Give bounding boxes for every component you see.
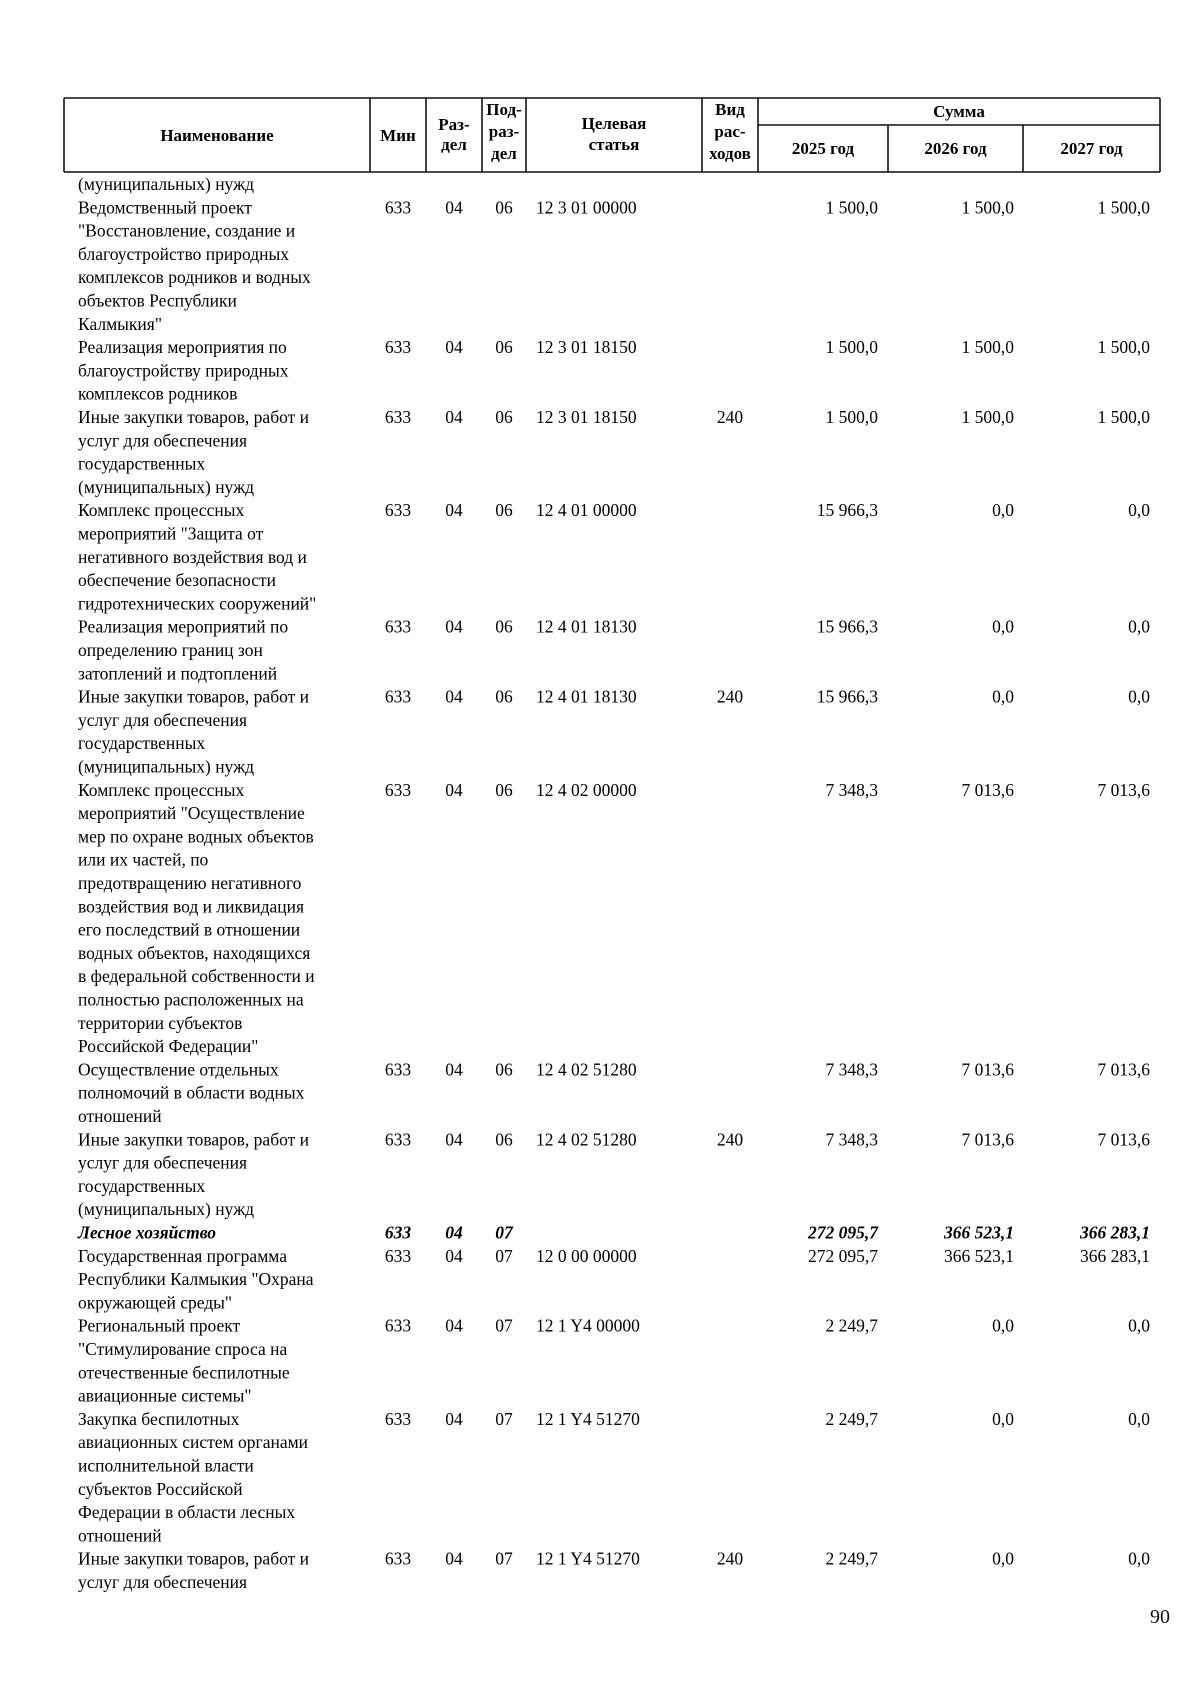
row-min: 633 [384,616,412,637]
row-name: Закупка беспилотных [78,1408,240,1429]
row-razdel: 04 [445,686,463,707]
row-podrazdel: 06 [495,197,513,218]
row-name: полностью расположенных на [78,989,304,1010]
row-name: услуг для обеспечения [78,430,248,451]
row-razdel: 04 [445,1408,463,1429]
row-sum-2027: 0,0 [1128,1548,1150,1569]
header-year: 2025 год [791,139,855,158]
row-name: негативного воздействия вод и [78,546,307,567]
row-name: отношений [78,1106,162,1126]
row-min: 633 [384,686,412,707]
row-sum-2026: 1 500,0 [961,197,1014,218]
row-razdel: 04 [445,1222,463,1243]
row-sum-2026: 7 013,6 [961,1129,1014,1150]
row-name: (муниципальных) нужд [78,174,255,194]
row-name: исполнительной власти [78,1455,254,1476]
header-podrazdel: дел [491,144,517,163]
table-row [78,1409,1150,1546]
row-podrazdel: 07 [495,1315,513,1336]
row-podrazdel: 06 [495,616,513,637]
row-name: авиационные системы" [78,1385,252,1406]
page-number: 90 [1150,1606,1170,1628]
row-name: или их частей, по [78,849,209,870]
row-sum-2026: 7 013,6 [961,779,1014,800]
row-min: 633 [384,1548,412,1569]
row-tselevaya: 12 4 01 18130 [536,686,637,707]
header-year: 2027 год [1060,139,1123,158]
row-name: Реализация мероприятий по [78,616,289,637]
table-row [78,337,1150,404]
header-vid: рас- [714,122,746,141]
table-row [78,174,254,194]
row-name: Комплекс процессных [78,779,245,800]
table-row [78,197,1150,333]
row-tselevaya: 12 3 01 18150 [536,407,637,427]
row-tselevaya: 12 3 01 18150 [536,337,637,358]
row-sum-2026: 0,0 [992,1315,1014,1336]
row-sum-2025: 15 966,3 [816,686,878,707]
row-sum-2027: 366 283,1 [1080,1222,1150,1243]
row-tselevaya: 12 4 02 51280 [536,1129,637,1150]
row-name: Иные закупки товаров, работ и [78,1129,310,1150]
table-row [77,1223,1150,1243]
row-sum-2026: 1 500,0 [961,337,1014,358]
header-name: Наименование [160,126,274,145]
row-name: (муниципальных) нужд [78,1199,255,1220]
row-name: Республики Калмыкия "Охрана [78,1269,314,1290]
row-min: 633 [384,1129,412,1150]
row-podrazdel: 06 [495,500,513,521]
row-sum-2026: 366 523,1 [944,1222,1014,1243]
row-sum-2027: 7 013,6 [1097,779,1150,800]
row-podrazdel: 06 [495,1059,513,1080]
table-header [160,100,1123,163]
row-name: Ведомственный проект [78,197,252,218]
row-razdel: 04 [445,500,463,521]
row-razdel: 04 [445,1245,463,1266]
row-name: Государственная программа [78,1245,287,1266]
row-name: водных объектов, находящихся [78,942,311,963]
table-row [78,1316,1150,1406]
row-name: государственных [78,453,206,474]
row-sum-2027: 0,0 [1128,1408,1150,1429]
header-summa: Сумма [933,102,985,121]
row-name: услуг для обеспечения [78,1572,248,1592]
row-name: услуг для обеспечения [78,709,248,730]
row-sum-2025: 7 348,3 [825,779,878,800]
row-min: 633 [384,1245,412,1266]
row-razdel: 04 [445,337,463,358]
row-name: субъектов Российской [78,1478,243,1499]
row-razdel: 04 [445,1548,463,1569]
table-row [78,780,1150,1056]
row-tselevaya: 12 4 02 51280 [536,1059,637,1080]
row-name: Лесное хозяйство [78,1222,217,1243]
row-name: (муниципальных) нужд [78,476,255,497]
row-sum-2025: 15 966,3 [816,616,878,637]
row-sum-2026: 0,0 [992,1548,1014,1569]
header-vid: Вид [715,100,745,119]
row-name: государственных [78,1175,206,1196]
row-sum-2025: 7 348,3 [825,1059,878,1080]
table-body [77,174,1150,1592]
row-name: Российской Федерации" [78,1036,259,1057]
row-sum-2027: 1 500,0 [1097,197,1150,218]
row-name: Осуществление отдельных [78,1059,279,1080]
row-sum-2026: 0,0 [992,686,1014,707]
row-sum-2027: 0,0 [1128,1315,1150,1336]
row-name: (муниципальных) нужд [78,756,255,777]
row-min: 633 [384,1315,412,1336]
row-name: объектов Республики [78,290,237,311]
row-tselevaya: 12 4 01 18130 [536,616,637,637]
row-name: Иные закупки товаров, работ и [78,407,310,427]
row-sum-2025: 2 249,7 [825,1408,878,1429]
row-tselevaya: 12 4 01 00000 [536,500,637,521]
table-row [78,407,1150,497]
row-podrazdel: 07 [495,1222,513,1243]
table-row [78,1549,1150,1592]
row-razdel: 04 [445,1129,463,1150]
row-name: воздействия вод и ликвидация [78,896,305,917]
row-podrazdel: 07 [495,1548,513,1569]
row-name: мероприятий "Защита от [78,523,264,544]
row-name: государственных [78,733,206,754]
row-name: "Стимулирование спроса на [78,1339,288,1359]
row-name: Федерации в области лесных [78,1502,296,1523]
row-name: мер по охране водных объектов [78,826,314,847]
row-sum-2025: 272 095,7 [808,1245,878,1266]
row-name: полномочий в области водных [78,1082,305,1103]
row-name: отечественные беспилотные [78,1362,290,1383]
table-row [78,617,1150,684]
row-podrazdel: 06 [495,407,513,427]
row-name: благоустройство природных [78,243,289,264]
row-podrazdel: 07 [495,1408,513,1429]
row-razdel: 04 [445,779,463,800]
row-sum-2027: 366 283,1 [1080,1245,1150,1266]
row-name: Комплекс процессных [78,500,245,521]
table-row [78,1129,1150,1219]
row-sum-2025: 2 249,7 [825,1315,878,1336]
row-name: Иные закупки товаров, работ и [78,1548,310,1569]
row-min: 633 [384,407,412,427]
row-sum-2026: 0,0 [992,1408,1014,1429]
row-name: отношений [78,1525,162,1546]
row-vid: 240 [716,686,744,707]
row-name: предотвращению негативного [78,873,302,893]
row-name: его последствий в отношении [78,919,301,940]
row-min: 633 [384,1408,412,1429]
row-sum-2026: 0,0 [992,500,1014,521]
row-tselevaya: 12 3 01 00000 [536,197,637,218]
row-min: 633 [384,197,412,218]
row-sum-2025: 15 966,3 [816,500,878,521]
header-podrazdel: Под- [486,100,522,119]
header-podrazdel: раз- [488,122,520,141]
row-podrazdel: 07 [495,1245,513,1266]
row-tselevaya: 12 1 Y4 51270 [536,1408,640,1429]
row-razdel: 04 [445,1315,463,1336]
row-sum-2027: 1 500,0 [1097,337,1150,358]
row-sum-2025: 1 500,0 [825,197,878,218]
header-min: Мин [380,126,416,145]
row-name: окружающей среды" [78,1292,233,1313]
header-razdel: дел [441,135,467,154]
row-sum-2026: 7 013,6 [961,1059,1014,1080]
row-podrazdel: 06 [495,686,513,707]
header-tselevaya: Целевая [581,114,647,133]
row-name: авиационных систем органами [78,1432,309,1453]
row-sum-2026: 0,0 [992,616,1014,637]
row-razdel: 04 [445,616,463,637]
row-sum-2025: 1 500,0 [825,407,878,427]
row-sum-2027: 1 500,0 [1097,407,1150,427]
row-sum-2027: 0,0 [1128,500,1150,521]
header-vid: ходов [709,144,751,163]
row-podrazdel: 06 [495,1129,513,1150]
row-sum-2026: 1 500,0 [961,407,1014,427]
table-row [78,1246,1150,1313]
table-row [78,500,1150,613]
row-name: услуг для обеспечения [78,1152,248,1173]
row-razdel: 04 [445,407,463,427]
row-name: Региональный проект [78,1315,241,1336]
row-name: комплексов родников и водных [78,267,311,288]
row-podrazdel: 06 [495,337,513,358]
row-tselevaya: 12 4 02 00000 [536,779,637,800]
row-sum-2025: 272 095,7 [808,1222,878,1243]
row-sum-2027: 7 013,6 [1097,1059,1150,1080]
row-tselevaya: 12 1 Y4 00000 [536,1315,640,1336]
row-podrazdel: 06 [495,779,513,800]
row-name: благоустройству природных [78,360,289,381]
row-name: Реализация мероприятия по [78,337,287,358]
row-vid: 240 [716,1129,744,1150]
row-sum-2027: 0,0 [1128,686,1150,707]
row-sum-2026: 366 523,1 [944,1245,1014,1266]
header-year: 2026 год [924,139,987,158]
row-razdel: 04 [445,1059,463,1080]
row-tselevaya: 12 0 00 00000 [536,1245,637,1266]
row-name: Калмыкия" [78,313,162,334]
table-row [78,1059,1150,1126]
row-sum-2025: 2 249,7 [825,1548,878,1569]
header-tselevaya: статья [588,135,640,154]
row-min: 633 [384,337,412,358]
row-tselevaya: 12 1 Y4 51270 [536,1548,640,1569]
row-vid: 240 [716,1548,744,1569]
row-sum-2025: 1 500,0 [825,337,878,358]
row-min: 633 [384,1222,412,1243]
row-name: "Восстановление, создание и [78,220,296,241]
row-name: обеспечение безопасности [78,570,276,591]
row-min: 633 [384,779,412,800]
row-sum-2027: 7 013,6 [1097,1129,1150,1150]
row-name: определению границ зон [78,640,263,660]
table-row [78,687,1150,777]
row-name: гидротехнических сооружений" [78,593,317,614]
row-sum-2027: 0,0 [1128,616,1150,637]
row-min: 633 [384,1059,412,1080]
row-min: 633 [384,500,412,521]
header-razdel: Раз- [438,115,470,134]
row-name: комплексов родников [78,383,238,404]
row-name: затоплений и подтоплений [78,663,278,684]
row-vid: 240 [716,407,744,427]
row-name: Иные закупки товаров, работ и [78,686,310,707]
row-name: в федеральной собственности и [78,966,315,987]
row-razdel: 04 [445,197,463,218]
row-name: территории субъектов [78,1012,243,1033]
row-sum-2025: 7 348,3 [825,1129,878,1150]
row-name: мероприятий "Осуществление [78,803,305,824]
